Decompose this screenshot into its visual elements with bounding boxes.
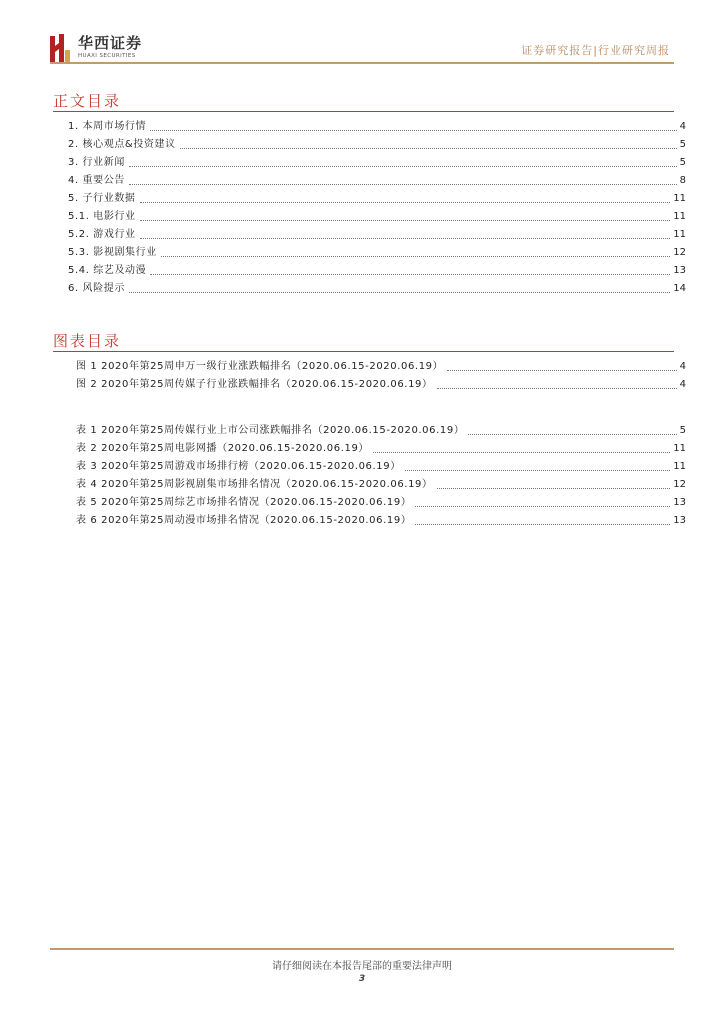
table-page: 11	[673, 461, 686, 472]
toc-leader	[180, 148, 677, 149]
toc-page: 14	[673, 283, 686, 294]
table-row[interactable]	[76, 494, 686, 510]
logo-chinese-name: 华西证券	[78, 34, 143, 52]
table-row[interactable]	[76, 422, 686, 438]
toc-page: 8	[679, 175, 686, 186]
toc-leader	[129, 184, 677, 185]
contents-title: 正文目录	[53, 92, 122, 110]
toc-page: 11	[673, 193, 686, 204]
toc-row[interactable]	[68, 280, 686, 296]
table-row[interactable]	[76, 512, 686, 528]
table-label: 表 3 2020年第25周游戏市场排行榜（2020.06.15-2020.06.19）	[76, 461, 401, 472]
table-label: 表 6 2020年第25周动漫市场排名情况（2020.06.15-2020.06.19）	[76, 515, 412, 526]
toc-leader	[140, 202, 671, 203]
figure-page: 4	[679, 361, 686, 372]
toc-leader	[161, 256, 670, 257]
figure-row[interactable]	[76, 376, 686, 392]
toc-leader	[447, 370, 676, 371]
toc-page: 11	[673, 211, 686, 222]
footer-disclaimer: 请仔细阅读在本报告尾部的重要法律声明	[272, 961, 452, 972]
toc-row[interactable]	[68, 190, 686, 206]
header-divider	[50, 62, 674, 64]
toc-label: 5. 子行业数据	[68, 193, 136, 204]
figure-page: 4	[679, 379, 686, 390]
table-label: 表 4 2020年第25周影视剧集市场排名情况（2020.06.15-2020.06.19）	[76, 479, 433, 490]
toc-label: 4. 重要公告	[68, 175, 125, 186]
toc-row[interactable]	[68, 172, 686, 188]
table-page: 13	[673, 515, 686, 526]
toc-page: 4	[679, 121, 686, 132]
table-label: 表 1 2020年第25周传媒行业上市公司涨跌幅排名（2020.06.15-2020.06.19）	[76, 425, 465, 436]
toc-label: 6. 风险提示	[68, 283, 125, 294]
table-label: 表 2 2020年第25周电影网播（2020.06.15-2020.06.19）	[76, 443, 370, 454]
toc-label: 5.1. 电影行业	[68, 211, 136, 222]
toc-label: 3. 行业新闻	[68, 157, 125, 168]
toc-leader	[437, 388, 677, 389]
table-page: 11	[673, 443, 686, 454]
toc-leader	[468, 434, 676, 435]
table-row[interactable]	[76, 458, 686, 474]
report-type-label: 证券研究报告|行业研究周报	[521, 44, 670, 57]
figure-label: 图 1 2020年第25周申万一级行业涨跌幅排名（2020.06.15-2020.06.19）	[76, 361, 444, 372]
page-header	[0, 0, 724, 70]
figure-row[interactable]	[76, 358, 686, 374]
toc-leader	[140, 238, 671, 239]
toc-page: 5	[679, 157, 686, 168]
toc-row[interactable]	[68, 226, 686, 242]
toc-leader	[415, 506, 670, 507]
toc-row[interactable]	[68, 136, 686, 152]
toc-leader	[150, 130, 677, 131]
figures-title: 图表目录	[53, 332, 122, 350]
toc-leader	[129, 166, 677, 167]
toc-row[interactable]	[68, 262, 686, 278]
huaxi-logo-icon	[50, 34, 72, 62]
toc-leader	[373, 452, 670, 453]
toc-leader	[415, 524, 670, 525]
toc-leader	[140, 220, 671, 221]
figure-label: 图 2 2020年第25周传媒子行业涨跌幅排名（2020.06.15-2020.06.19）	[76, 379, 433, 390]
logo-english-name: HUAXI SECURITIES	[78, 53, 136, 59]
table-label: 表 5 2020年第25周综艺市场排名情况（2020.06.15-2020.06.19）	[76, 497, 412, 508]
footer-divider	[50, 948, 674, 950]
toc-row[interactable]	[68, 118, 686, 134]
toc-label: 1. 本周市场行情	[68, 121, 147, 132]
toc-label: 2. 核心观点&投资建议	[68, 139, 176, 150]
toc-page: 12	[673, 247, 686, 258]
toc-page: 13	[673, 265, 686, 276]
toc-label: 5.2. 游戏行业	[68, 229, 136, 240]
table-page: 12	[673, 479, 686, 490]
toc-label: 5.4. 综艺及动漫	[68, 265, 147, 276]
table-row[interactable]	[76, 440, 686, 456]
toc-row[interactable]	[68, 208, 686, 224]
toc-leader	[129, 292, 670, 293]
company-logo	[50, 34, 142, 64]
page-number: 3	[358, 974, 366, 984]
toc-leader	[150, 274, 670, 275]
toc-row[interactable]	[68, 244, 686, 260]
table-row[interactable]	[76, 476, 686, 492]
toc-row[interactable]	[68, 154, 686, 170]
toc-leader	[437, 488, 671, 489]
contents-title-underline	[53, 111, 674, 112]
toc-page: 5	[679, 139, 686, 150]
table-page: 13	[673, 497, 686, 508]
toc-page: 11	[673, 229, 686, 240]
table-page: 5	[679, 425, 686, 436]
toc-label: 5.3. 影视剧集行业	[68, 247, 157, 258]
toc-leader	[405, 470, 670, 471]
figures-title-underline	[53, 351, 674, 352]
